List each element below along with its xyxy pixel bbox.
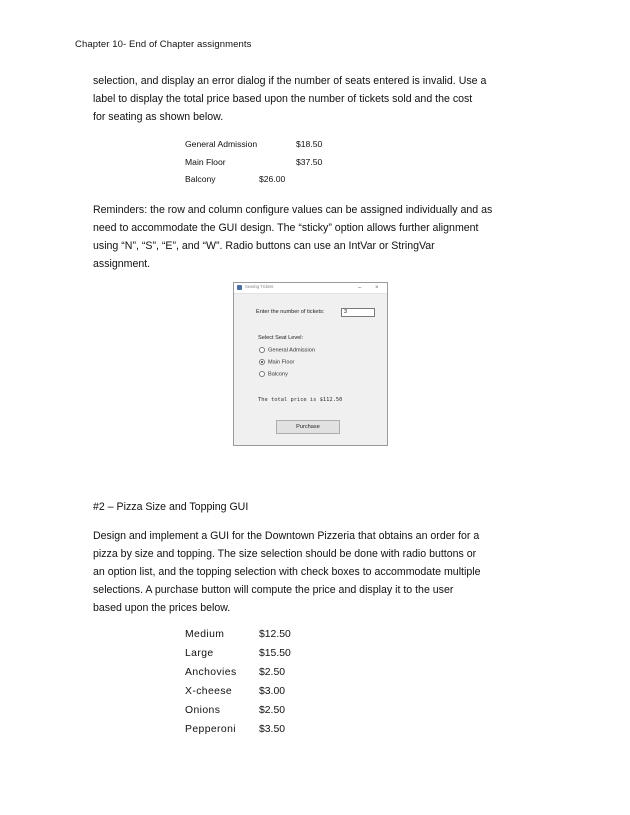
pizza-item-label: Pepperoni: [185, 724, 236, 735]
radio-dot-selected: [259, 359, 265, 365]
radio-dot: [259, 347, 265, 353]
radio-general-admission[interactable]: [259, 347, 315, 355]
pizza-item-price: $12.50: [259, 629, 291, 640]
seat-level-label: Select Seat Level:: [258, 335, 304, 341]
seat-price: $37.50: [296, 156, 323, 167]
paragraph-line: based upon the prices below.: [93, 602, 231, 614]
close-icon[interactable]: ×: [375, 285, 379, 291]
pizza-item-label: Large: [185, 648, 214, 659]
paragraph-line: pizza by size and topping. The size selection should be done with radio buttons or: [93, 548, 477, 560]
pizza-item-price: $2.50: [259, 667, 286, 678]
purchase-button[interactable]: Purchase: [276, 420, 340, 434]
paragraph-line: selections. A purchase button will compute the price and display it to the user: [93, 584, 454, 596]
seat-price: $26.00: [259, 174, 286, 184]
paragraph-line: need to accommodate the GUI design. The “sticky” option allows further alignment: [93, 222, 479, 234]
total-price-label: The total price is $112.50: [258, 397, 343, 403]
radio-dot: [259, 371, 265, 377]
tickets-input[interactable]: 3: [341, 308, 375, 317]
window-title: Seating Tickets: [245, 284, 274, 289]
tickets-entry-label: Enter the number of tickets:: [256, 309, 325, 315]
pizza-item-label: X-cheese: [185, 686, 233, 697]
reminders-paragraph: [93, 201, 533, 273]
seat-price: $18.50: [296, 139, 323, 149]
pizza-item-price: $2.50: [259, 705, 286, 716]
seat-label: General Admission: [185, 139, 258, 149]
radio-balcony[interactable]: [259, 371, 288, 379]
pizza-item-label: Onions: [185, 705, 221, 716]
section-heading: #2 – Pizza Size and Topping GUI: [93, 501, 249, 513]
pizza-item-price: $3.00: [259, 686, 286, 697]
seat-label: Balcony: [185, 174, 216, 184]
paragraph-line: an option list, and the topping selection with check boxes to accommodate multiple: [93, 566, 481, 578]
paragraph-line: using “N”, “S”, “E”, and “W”. Radio buttons can use an IntVar or StringVar: [93, 240, 435, 252]
window-titlebar: [234, 283, 387, 294]
page-header: Chapter 10- End of Chapter assignments: [75, 39, 252, 50]
seat-label: Main Floor: [185, 156, 226, 167]
pizza-paragraph: [93, 527, 533, 617]
paragraph-line: Design and implement a GUI for the Downtown Pizzeria that obtains an order for a: [93, 530, 480, 542]
gui-screenshot-window: [233, 282, 388, 446]
pizza-item-label: Anchovies: [185, 667, 237, 678]
minimize-icon[interactable]: –: [358, 285, 362, 291]
radio-label: Main Floor: [268, 359, 295, 366]
app-icon: [237, 285, 242, 290]
paragraph-line: assignment.: [93, 258, 151, 270]
radio-label: Balcony: [268, 371, 288, 378]
pizza-item-label: Medium: [185, 629, 225, 640]
pizza-item-price: $15.50: [259, 648, 291, 659]
radio-main-floor[interactable]: [259, 359, 294, 367]
paragraph-line: label to display the total price based upon the number of tickets sold and the cost: [93, 93, 473, 105]
intro-paragraph: [93, 72, 533, 126]
paragraph-line: Reminders: the row and column configure values can be assigned individually and as: [93, 204, 493, 216]
radio-label: General Admission: [268, 347, 315, 354]
paragraph-line: for seating as shown below.: [93, 111, 224, 123]
pizza-item-price: $3.50: [259, 724, 286, 735]
paragraph-line: selection, and display an error dialog if the number of seats entered is invalid. Use a: [93, 75, 487, 87]
